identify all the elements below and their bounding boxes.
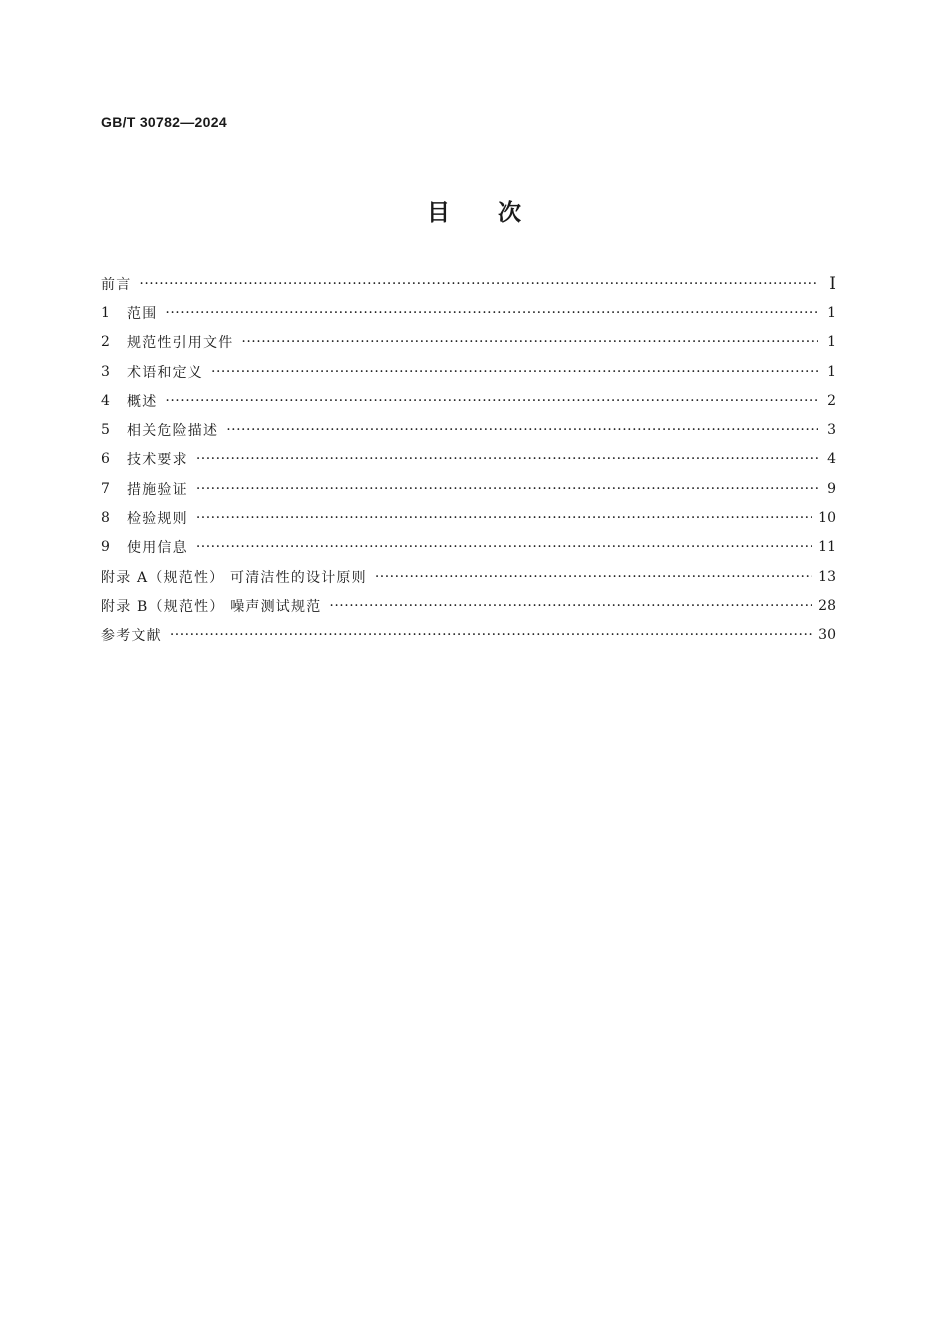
toc-entry-page: 1	[827, 363, 836, 380]
toc-entry-page: 3	[827, 422, 836, 439]
toc-entry-number: 4	[101, 392, 110, 409]
toc-entry-page: 1	[827, 334, 836, 351]
toc-entry-label: 术语和定义	[127, 364, 203, 381]
toc-entry-appendix-a[interactable]	[101, 562, 836, 591]
toc-entry-number: 6	[101, 451, 110, 468]
toc-entry-label: 措施验证	[127, 481, 188, 498]
toc-entry-preface[interactable]	[101, 269, 836, 298]
toc-entry-6[interactable]	[101, 445, 836, 474]
toc-entry-number: 3	[101, 363, 110, 380]
toc-entry-page: 4	[827, 451, 836, 468]
toc-entry-4[interactable]	[101, 386, 836, 415]
toc-entry-page: 28	[818, 597, 836, 614]
toc-entry-number: 7	[101, 480, 110, 497]
toc-entry-page: 30	[818, 627, 836, 644]
toc-entry-3[interactable]	[101, 357, 836, 386]
toc-entry-7[interactable]	[101, 474, 836, 503]
toc-leader-dots	[211, 364, 818, 380]
toc-leader-dots	[165, 305, 818, 321]
toc-leader-dots	[196, 539, 812, 555]
toc-entry-page: 13	[818, 568, 836, 585]
toc-entry-5[interactable]	[101, 415, 836, 444]
page-title	[0, 194, 950, 227]
document-code: GB/T 30782—2024	[101, 114, 227, 130]
toc-entry-page: 2	[827, 392, 836, 409]
toc-leader-dots	[226, 422, 818, 438]
toc-entry-number: 2	[101, 334, 110, 351]
toc-entry-label: 检验规则	[127, 511, 188, 528]
toc-entry-label: 参考文献	[101, 628, 162, 645]
title-char-2: 次	[498, 200, 523, 226]
toc-leader-dots	[241, 334, 818, 350]
toc-entry-page: I	[829, 273, 836, 294]
toc-entry-label: 概述	[127, 393, 158, 410]
toc-leader-dots	[329, 598, 812, 614]
toc-leader-dots	[196, 451, 818, 467]
toc-entry-label: 附录 B（规范性） 噪声测试规范	[101, 598, 322, 615]
toc-leader-dots	[170, 627, 812, 643]
toc-entry-number: 8	[101, 510, 110, 527]
toc-entry-number: 9	[101, 539, 110, 556]
toc-entry-label: 附录 A（规范性） 可清洁性的设计原则	[101, 569, 367, 586]
toc-entry-2[interactable]	[101, 328, 836, 357]
toc-entry-number: 1	[101, 304, 110, 321]
title-char-1: 目	[427, 200, 452, 226]
toc-leader-dots	[196, 481, 818, 497]
toc-entry-label: 规范性引用文件	[127, 335, 234, 352]
toc-entry-label: 使用信息	[127, 540, 188, 557]
toc-leader-dots	[375, 569, 812, 585]
toc-entry-page: 10	[818, 510, 836, 527]
toc-entry-number: 5	[101, 422, 110, 439]
toc-entry-appendix-b[interactable]	[101, 591, 836, 620]
toc-leader-dots	[196, 510, 812, 526]
toc-entry-9[interactable]	[101, 533, 836, 562]
toc-entry-page: 11	[818, 539, 836, 556]
toc-entry-page: 1	[827, 304, 836, 321]
table-of-contents	[101, 269, 836, 650]
toc-leader-dots	[139, 276, 818, 292]
toc-entry-label: 前言	[101, 276, 132, 293]
toc-entry-page: 9	[827, 480, 836, 497]
toc-entry-1[interactable]	[101, 298, 836, 327]
toc-entry-label: 范围	[127, 305, 158, 322]
toc-entry-label: 技术要求	[127, 452, 188, 469]
toc-entry-references[interactable]	[101, 621, 836, 650]
toc-leader-dots	[165, 393, 818, 409]
toc-entry-label: 相关危险描述	[127, 423, 219, 440]
toc-entry-8[interactable]	[101, 503, 836, 532]
